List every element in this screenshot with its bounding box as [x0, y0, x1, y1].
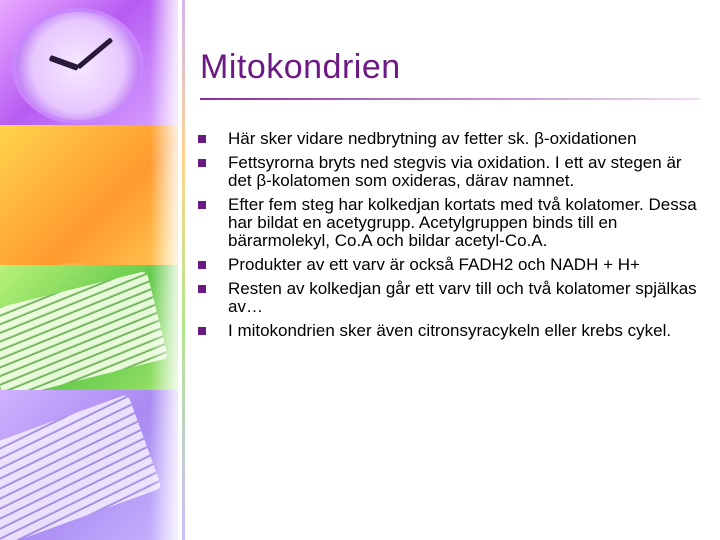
bullet-text: Resten av kolkedjan går ett varv till och två kolatomer spjälkas av…	[228, 279, 697, 316]
bullet-item	[198, 280, 698, 316]
square-bullet-icon	[198, 261, 206, 269]
square-bullet-icon	[198, 135, 206, 143]
square-bullet-icon	[198, 159, 206, 167]
clock-hand	[49, 55, 79, 71]
bullet-item	[198, 256, 698, 274]
bullet-text: Produkter av ett varv är också FADH2 och NADH + H+	[228, 255, 640, 274]
bullet-text: I mitokondrien sker även citronsyracykeln eller krebs cykel.	[228, 321, 672, 340]
divider-line	[182, 0, 185, 540]
purple-clock-icon	[12, 8, 144, 124]
bullet-text: Här sker vidare nedbrytning av fetter sk. β-oxidationen	[228, 129, 637, 148]
strip-fade	[150, 0, 178, 540]
clock-hand	[76, 37, 113, 69]
square-bullet-icon	[198, 201, 206, 209]
decorative-photo-strip	[0, 0, 178, 540]
square-bullet-icon	[198, 327, 206, 335]
bullet-text: Efter fem steg har kolkedjan kortats med två kolatomer. Dessa har bildat en acetygrupp. Acetylgruppen binds till en bärarmolekyl, Co.A och bildar acetyl-Co.A.	[228, 195, 697, 250]
bullet-item	[198, 130, 698, 148]
slide-title: Mitokondrien	[200, 48, 401, 86]
bullet-item	[198, 322, 698, 340]
bullet-text: Fettsyrorna bryts ned stegvis via oxidation. I ett av stegen är det β-kolatomen som oxideras, därav namnet.	[228, 153, 682, 190]
bullet-item	[198, 154, 698, 190]
bullet-item	[198, 196, 698, 250]
bullet-list	[198, 130, 698, 340]
square-bullet-icon	[198, 285, 206, 293]
title-underline	[200, 98, 700, 100]
